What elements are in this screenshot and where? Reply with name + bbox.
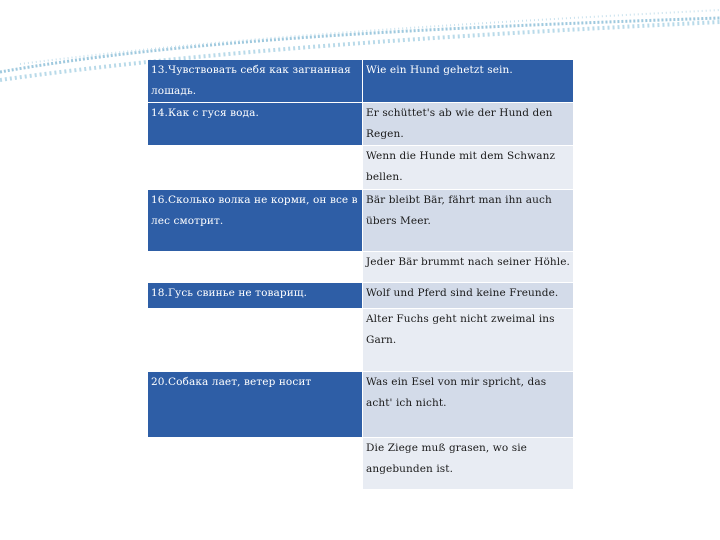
german-proverb: Die Ziege muß grasen, wo sie angebunden ist.	[363, 438, 574, 490]
table-row	[148, 146, 573, 190]
russian-proverb: 20.Собака лает, ветер носит	[148, 372, 363, 438]
russian-proverb: 14.Как с гуся вода.	[148, 103, 363, 146]
german-proverb: Was ein Esel von mir spricht, das acht' ich nicht.	[363, 372, 574, 438]
table-row	[148, 283, 573, 309]
table-row	[148, 309, 573, 372]
german-proverb: Bär bleibt Bär, fährt man ihn auch übers Meer.	[363, 190, 574, 252]
russian-proverb: 21.Всяк сверчок знай свой шесток.	[148, 438, 363, 490]
russian-proverb: 16.Сколько волка не корми, он все в лес смотрит.	[148, 190, 363, 252]
german-proverb: Jeder Bär brummt nach seiner Höhle.	[363, 252, 574, 283]
table-row	[148, 372, 573, 438]
table-row	[148, 103, 573, 146]
russian-proverb: 13.Чувствовать себя как загнанная лошадь.	[148, 60, 363, 103]
table-row	[148, 438, 573, 490]
german-proverb: Wolf und Pferd sind keine Freunde.	[363, 283, 574, 309]
table-row	[148, 252, 573, 283]
proverbs-table	[148, 60, 573, 490]
table-row	[148, 190, 573, 252]
german-proverb: Er schüttet's ab wie der Hund den Regen.	[363, 103, 574, 146]
russian-proverb: 18.Гусь свинье не товарищ.	[148, 283, 363, 309]
german-proverb: Wenn die Hunde mit dem Schwanz bellen.	[363, 146, 574, 190]
german-proverb: Wie ein Hund gehetzt sein.	[363, 60, 574, 103]
russian-proverb: 17.Всяк кулик свое болото хвалит.	[148, 252, 363, 283]
table-row	[148, 60, 573, 103]
german-proverb: Alter Fuchs geht nicht zweimal ins Garn.	[363, 309, 574, 372]
russian-proverb: 19.Старого воробья на мякине не проведешь	[148, 309, 363, 372]
russian-proverb: 15.Когда рак на горе свистнет.	[148, 146, 363, 190]
